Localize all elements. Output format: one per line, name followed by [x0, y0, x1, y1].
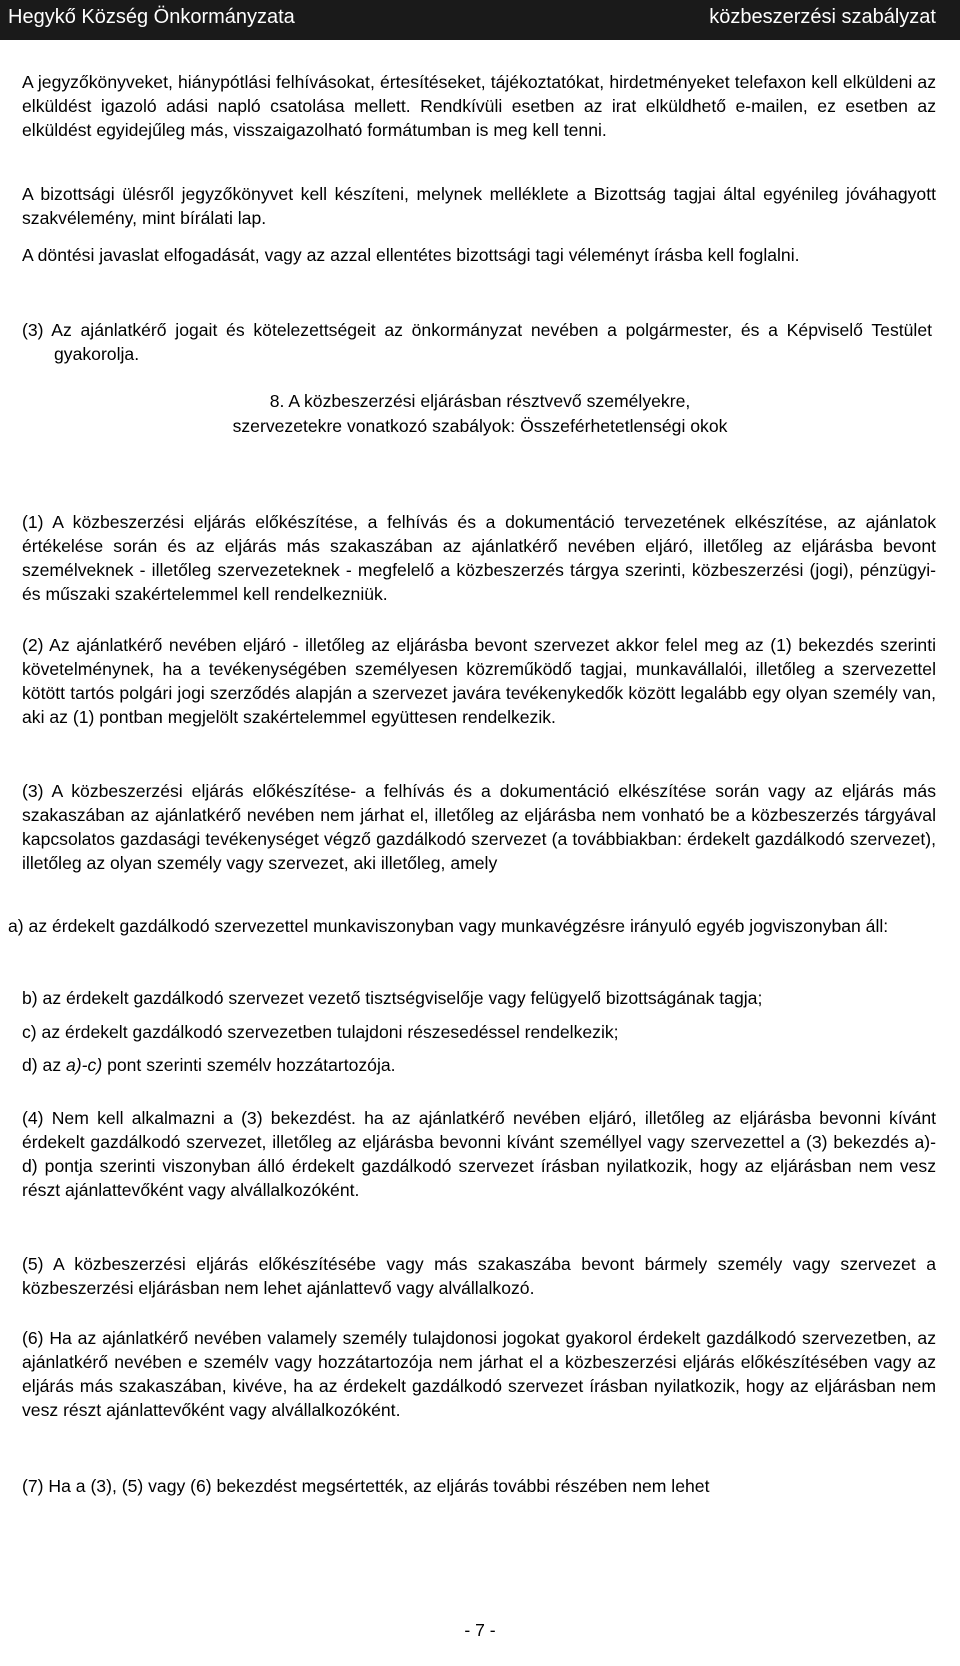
paragraph-s7: (7) Ha a (3), (5) vagy (6) bekezdést megsértették, az eljárás további részében nem lehet: [22, 1476, 710, 1496]
list-item-b: b) az érdekelt gazdálkodó szervezet vezető tisztségviselője vagy felügyelő bizottságának tagja;: [22, 988, 763, 1008]
list-item-d-italic: a)-c): [66, 1055, 103, 1075]
list-item-c: c) az érdekelt gazdálkodó szervezetben tulajdoni részesedéssel rendelkezik;: [22, 1022, 619, 1042]
paragraph-decision-proposal: A döntési javaslat elfogadását, vagy az azzal ellentétes bizottsági tagi véleményt írásba kell foglalni.: [22, 245, 800, 265]
paragraph-3-rights: (3) Az ajánlatkérő jogait és kötelezettségeit az önkormányzat nevében a polgármester, és a Képviselő Testület gyakorolja.: [22, 320, 932, 364]
page-header: [0, 0, 960, 40]
section-title-line-2: szervezetekre vonatkozó szabályok: Összeférhetetlenségi okok: [232, 416, 728, 436]
section-title-line-1: 8. A közbeszerzési eljárásban résztvevő személyekre,: [269, 391, 691, 411]
paragraph-s5: (5) A közbeszerzési eljárás előkészítésébe vagy más szakaszába bevont bármely személy vagy szervezet a közbeszerzési eljárásban nem lehet ajánlattevő vagy alvállalkozó.: [22, 1254, 936, 1298]
paragraph-s2: (2) Az ajánlatkérő nevében eljáró - illetőleg az eljárásba bevont szervezet akkor felel meg az (1) bekezdés szerinti követelménynek, ha a tevékenységében személyesen közreműködő tagjai, munkavállalói, illetőleg a szervezettel kötött tartós polgári jogi szerződés alapján a szervezet javára tevékenykedők között legalább egy olyan személy van, aki az (1) pontban megjelölt szakértelemmel együttesen rendelkezik.: [22, 635, 936, 727]
list-item-d: [22, 1053, 936, 1077]
list-item-a: a) az érdekelt gazdálkodó szervezettel munkaviszonyban vagy munkavégzésre irányuló egyéb jogviszonyban áll:: [8, 916, 889, 936]
paragraph-minutes-sending: A jegyzőkönyveket, hiánypótlási felhívásokat, értesítéseket, tájékoztatókat, hirdetményeket telefaxon kell elküldeni az elküldést igazoló adási napló csatolása mellett. Rendkívüli esetben az irat elküldhető e-mailen, ez esetben az elküldést egyidejűleg más, visszaigazolható formátumban is meg kell tenni.: [22, 72, 936, 140]
list-item-d-post: pont szerinti személv hozzátartozója.: [102, 1055, 396, 1075]
paragraph-s1: (1) A közbeszerzési eljárás előkészítése, a felhívás és a dokumentáció tervezetének elkészítése, az ajánlatok értékelése során és az eljárás más szakaszában az ajánlatkérő nevében eljáró, illetőleg az eljárásba bevont személveknek - illetőleg szervezeteknek - megfelelő a közbeszerzés tárgya szerinti, közbeszerzési (jogi), pénzügyi- és műszaki szakértelemmel kell rendelkezniük.: [22, 512, 936, 604]
header-document-title: közbeszerzési szabályzat: [709, 6, 936, 28]
header-municipality: Hegykő Község Önkormányzata: [8, 6, 295, 28]
paragraph-committee-minutes: A bizottsági ülésről jegyzőkönyvet kell készíteni, melynek melléklete a Bizottság tagjai által egyénileg jóváhagyott szakvélemény, mint bírálati lap.: [22, 184, 936, 228]
list-item-d-pre: d) az: [22, 1055, 67, 1075]
paragraph-s3: (3) A közbeszerzési eljárás előkészítése- a felhívás és a dokumentáció elkészítése során vagy az eljárás más szakaszában az ajánlatkérő nevében nem járhat el, illetőleg az eljárásba nem vonható be a közbeszerzés tárgyával kapcsolatos gazdasági tevékenységet végző gazdálkodó szervezet (a továbbiakban: érdekelt gazdálkodó szervezet), illetőleg az olyan személy vagy szervezet, aki illetőleg, amely: [22, 781, 936, 873]
page-number: - 7 -: [464, 1620, 496, 1640]
paragraph-s4: (4) Nem kell alkalmazni a (3) bekezdést. ha az ajánlatkérő nevében eljáró, illetőleg az eljárásba bevonni kívánt érdekelt gazdálkodó szervezet, illetőleg az eljárásba bevonni kívánt személlyel vagy szervezettel a (3) bekezdés a)-d) pontja szerinti viszonyban álló érdekelt gazdálkodó szervezet írásban nyilatkozik, hogy az eljárásban nem vesz részt ajánlattevőként vagy alvállalkozóként.: [22, 1108, 936, 1200]
paragraph-s6: (6) Ha az ajánlatkérő nevében valamely személy tulajdonosi jogokat gyakorol érdekelt gazdálkodó szervezetben, az ajánlatkérő nevében e személv vagy hozzátartozója nem járhat el a közbeszerzési eljárás előkészítésében vagy az eljárás más szakaszában, kivéve, ha az érdekelt gazdálkodó szervezet írásban nyilatkozik, hogy az eljárásban nem vesz részt ajánlattevőként vagy alvállalkozóként.: [22, 1328, 936, 1420]
